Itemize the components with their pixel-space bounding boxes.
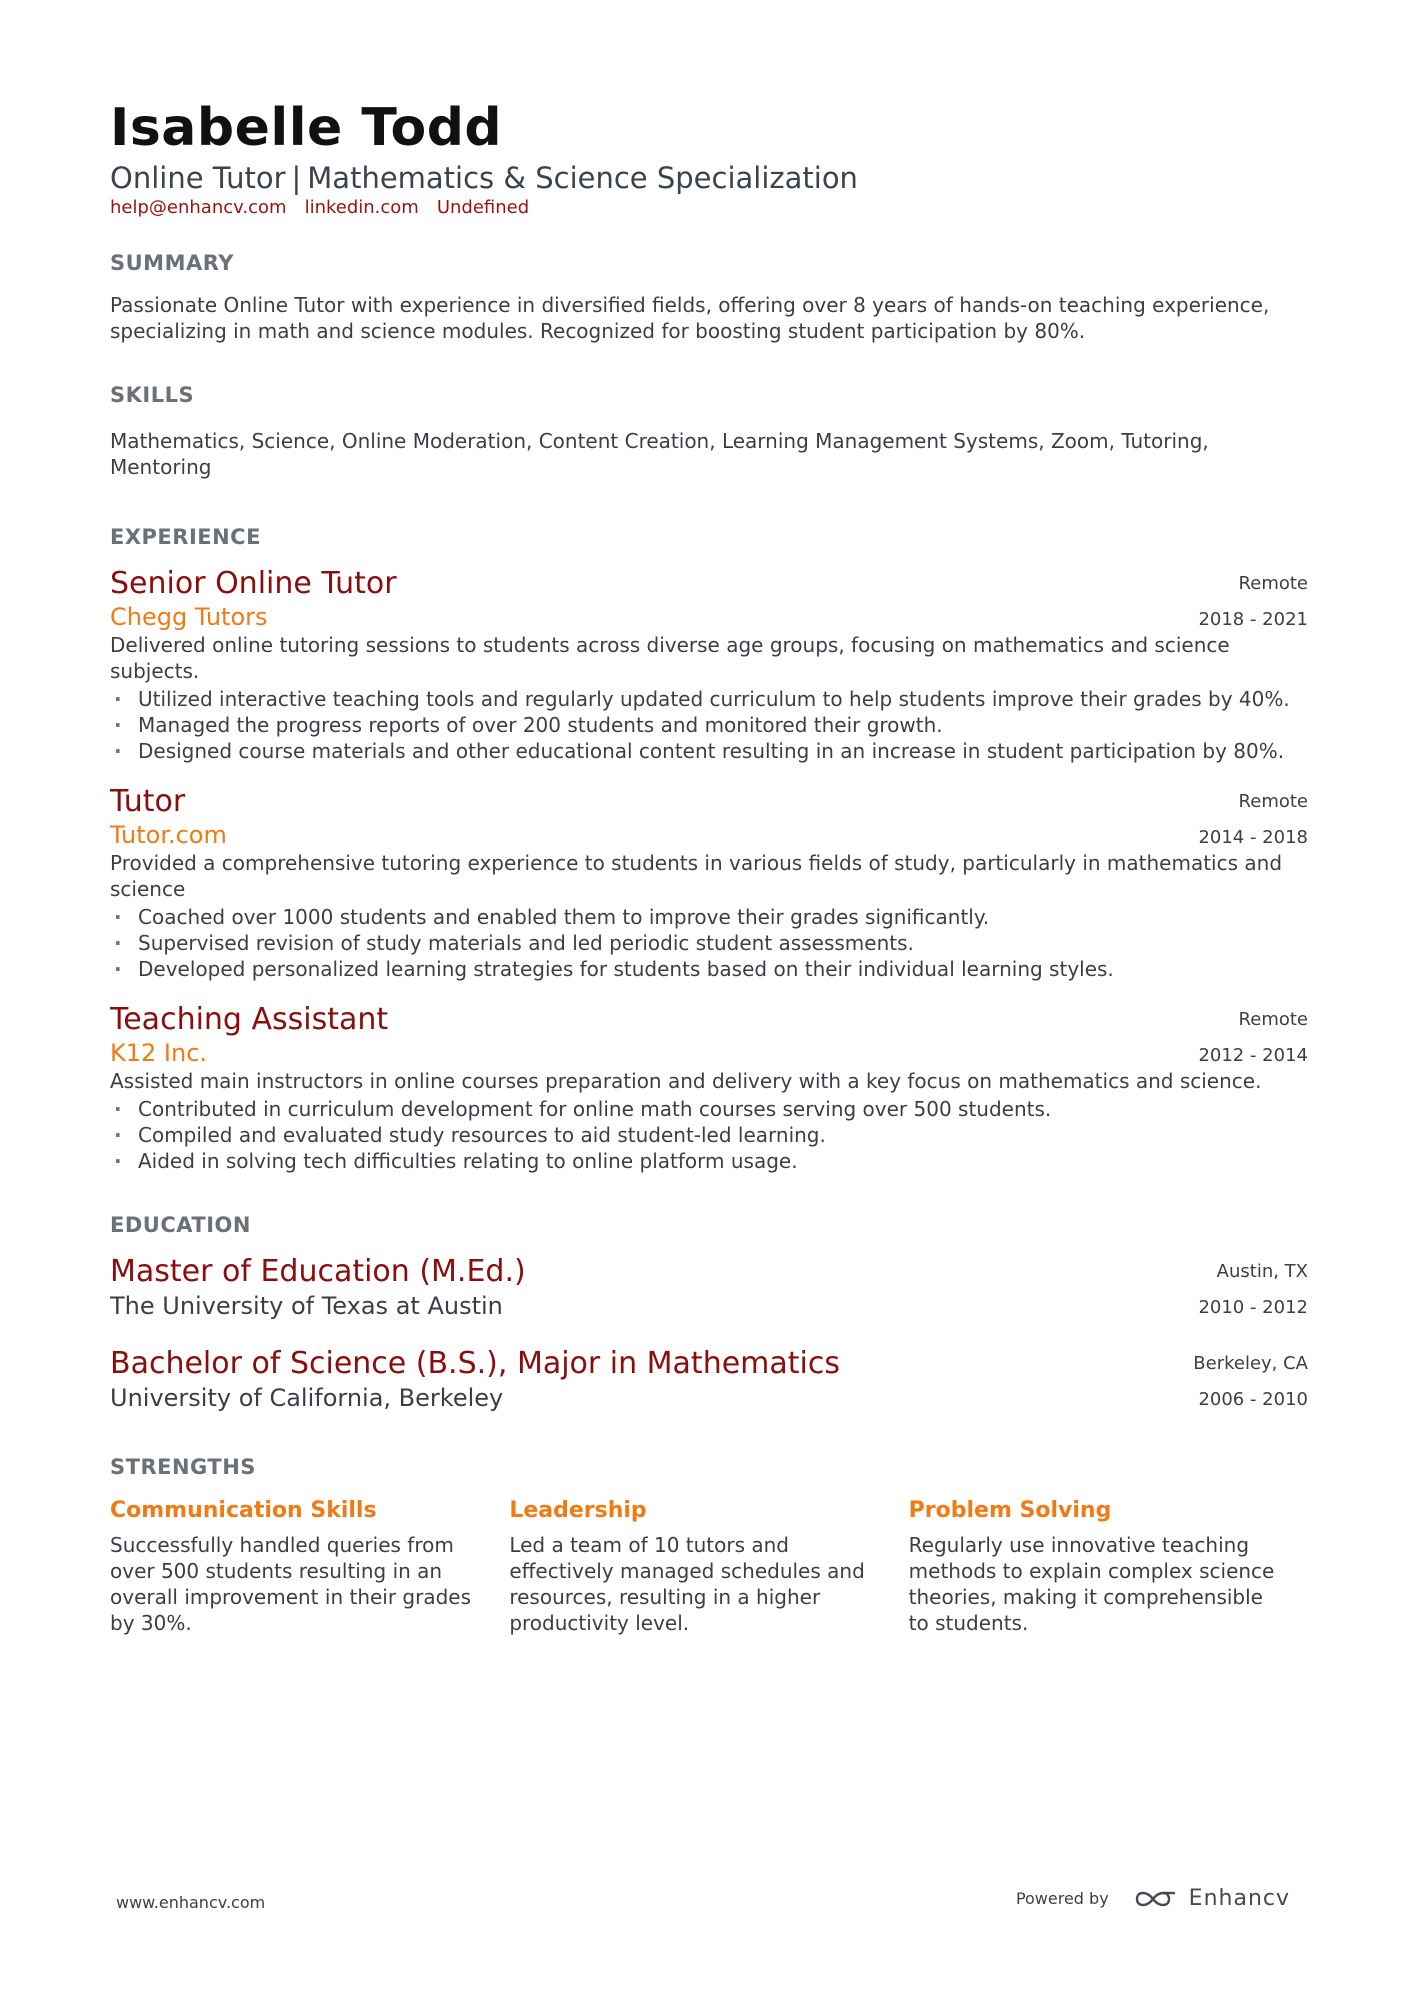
list-item: · Contributed in curriculum development for online math courses serving over 500 students. (110, 1096, 1308, 1122)
powered-by-label: Powered by (1015, 1889, 1109, 1908)
summary-section (110, 248, 1308, 344)
job-description: Delivered online tutoring sessions to students across diverse age groups, focusing on mathematics and science subjects. (110, 633, 1230, 683)
education-section (110, 1210, 1308, 1414)
list-item: · Supervised revision of study materials and led periodic student assessments. (110, 930, 1308, 956)
job-company: Tutor.com (110, 821, 227, 849)
summary-text: Passionate Online Tutor with experience in diversified fields, offering over 8 years of hands-on teaching experience, specializing in math and science modules. Recognized for boosting student participation by 80%. (110, 293, 1270, 343)
resume-header (110, 92, 1308, 222)
education-degree: Master of Education (M.Ed.) (110, 1254, 526, 1289)
job-bullets (110, 904, 1308, 982)
section-heading: STRENGTHS (110, 1455, 256, 1479)
list-item: · Aided in solving tech difficulties relating to online platform usage. (110, 1148, 1308, 1174)
job-dates: 2012 - 2014 (1198, 1045, 1308, 1066)
job-bullets (110, 686, 1308, 764)
education-school: The University of Texas at Austin (110, 1292, 503, 1320)
job-entry (110, 566, 1308, 764)
list-item: · Managed the progress reports of over 200 students and monitored their growth. (110, 712, 1308, 738)
job-company: K12 Inc. (110, 1039, 208, 1067)
title-specialization: Mathematics & Science Specialization (307, 161, 858, 195)
footer-branding (1016, 1886, 1290, 1911)
education-school: University of California, Berkeley (110, 1384, 504, 1412)
job-role: Senior Online Tutor (110, 566, 397, 601)
job-bullets (110, 1096, 1308, 1174)
candidate-title (110, 158, 1308, 198)
footer-website-link[interactable]: www.enhancv.com (116, 1893, 266, 1912)
job-location: Remote (1238, 573, 1308, 594)
list-item: · Utilized interactive teaching tools and regularly updated curriculum to help students improve their grades by 40%. (110, 686, 1308, 712)
contact-location: Undefined (436, 197, 530, 218)
job-description: Assisted main instructors in online courses preparation and delivery with a key focus on mathematics and science. (110, 1069, 1262, 1093)
job-meta (1198, 1002, 1308, 1074)
skills-section (110, 380, 1308, 480)
enhancv-brand-link[interactable] (1133, 1886, 1290, 1911)
education-location: Berkeley, CA (1193, 1353, 1308, 1374)
education-dates: 2006 - 2010 (1198, 1389, 1308, 1410)
enhancv-logo-icon (1133, 1887, 1179, 1911)
job-entry (110, 784, 1308, 982)
job-dates: 2014 - 2018 (1198, 827, 1308, 848)
strength-item (110, 1496, 509, 1636)
education-degree: Bachelor of Science (B.S.), Major in Mathematics (110, 1346, 840, 1381)
list-item: · Compiled and evaluated study resources to aid student-led learning. (110, 1122, 1308, 1148)
strength-text: Successfully handled queries from over 500 students resulting in an overall improvement in their grades by 30%. (110, 1533, 472, 1635)
education-location: Austin, TX (1216, 1261, 1308, 1282)
job-location: Remote (1238, 1009, 1308, 1030)
candidate-name: Isabelle Todd (110, 98, 503, 158)
section-heading: EXPERIENCE (110, 525, 261, 549)
job-entry (110, 1002, 1308, 1174)
contact-email-link[interactable]: help@enhancv.com (110, 197, 287, 218)
strengths-section (110, 1452, 1308, 1636)
resume-page (110, 92, 1308, 1636)
job-meta (1198, 566, 1308, 638)
strength-title: Problem Solving (908, 1498, 1112, 1523)
contact-linkedin-link[interactable]: linkedin.com (304, 197, 419, 218)
education-dates: 2010 - 2012 (1198, 1297, 1308, 1318)
list-item: · Developed personalized learning strategies for students based on their individual learning styles. (110, 956, 1308, 982)
strength-title: Communication Skills (110, 1498, 377, 1523)
strength-item (509, 1496, 908, 1636)
education-entry (110, 1346, 1308, 1414)
contact-list (110, 194, 1308, 222)
section-heading: EDUCATION (110, 1213, 251, 1237)
title-role: Online Tutor (110, 161, 286, 195)
skills-text: Mathematics, Science, Online Moderation, Content Creation, Learning Management Systems, Zoom, Tutoring, Mentoring (110, 429, 1209, 479)
section-heading: SKILLS (110, 383, 195, 407)
list-item: · Designed course materials and other educational content resulting in an increase in student participation by 80%. (110, 738, 1308, 764)
brand-name: Enhancv (1188, 1886, 1290, 1911)
job-role: Tutor (110, 784, 186, 819)
job-meta (1198, 784, 1308, 856)
education-meta (1193, 1346, 1308, 1418)
job-location: Remote (1238, 791, 1308, 812)
list-item: · Coached over 1000 students and enabled them to improve their grades significantly. (110, 904, 1308, 930)
job-company: Chegg Tutors (110, 603, 268, 631)
job-role: Teaching Assistant (110, 1002, 389, 1037)
title-separator: | (291, 161, 302, 195)
strength-title: Leadership (509, 1498, 647, 1523)
strengths-grid (110, 1496, 1308, 1636)
section-heading: SUMMARY (110, 251, 234, 275)
strength-text: Led a team of 10 tutors and effectively managed schedules and resources, resulting in a higher productivity level. (509, 1533, 865, 1635)
job-dates: 2018 - 2021 (1198, 609, 1308, 630)
strength-item (909, 1496, 1308, 1636)
strength-text: Regularly use innovative teaching methods to explain complex science theories, making it comprehensible to students. (908, 1533, 1275, 1635)
education-meta (1198, 1254, 1308, 1326)
experience-section (110, 522, 1308, 1174)
job-description: Provided a comprehensive tutoring experience to students in various fields of study, particularly in mathematics and science (110, 851, 1283, 901)
education-entry (110, 1254, 1308, 1322)
